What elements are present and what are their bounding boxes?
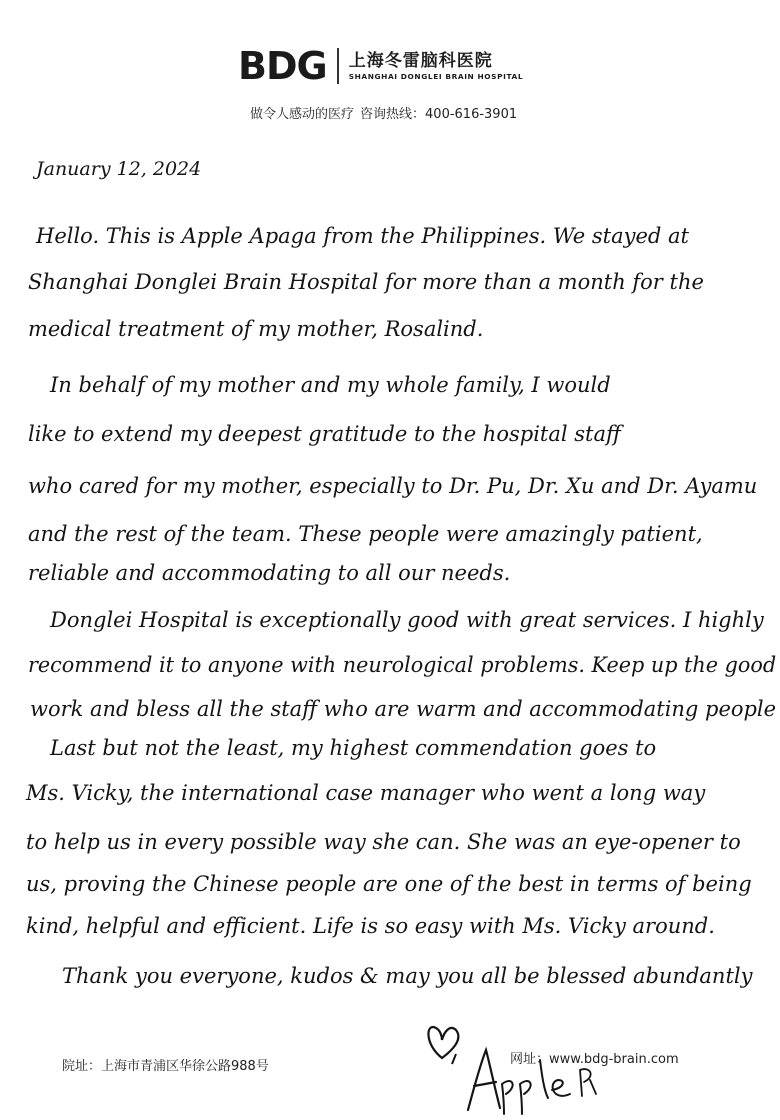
logo-bdg-mark: BDG <box>238 44 327 88</box>
letter-line: Ms. Vicky, the international case manager who went a long way <box>26 781 706 805</box>
letter-line: us, proving the Chinese people are one of the best in terms of being <box>26 872 752 896</box>
letter-line: reliable and accommodating to all our needs. <box>28 561 511 585</box>
letter-line: Last but not the least, my highest commendation goes to <box>50 736 657 760</box>
website-link[interactable]: www.bdg-brain.com <box>549 1052 679 1067</box>
letter-line: Donglei Hospital is exceptionally good with great services. I highly <box>50 608 764 632</box>
letter-line: Hello. This is Apple Apaga from the Philippines. We stayed at <box>36 224 689 248</box>
letter-date: January 12, 2024 <box>36 158 202 180</box>
signature-e <box>552 1080 570 1096</box>
hotline-label: 咨询热线： <box>360 107 426 122</box>
address-value: 上海市青浦区华徐公路988号 <box>101 1059 269 1074</box>
signature-comma <box>452 1054 456 1064</box>
footer-address <box>62 1055 269 1074</box>
signature-p2 <box>520 1081 531 1114</box>
letter-line: In behalf of my mother and my whole family, I would <box>50 373 611 397</box>
letter-line: to help us in every possible way she can. She was an eye-opener to <box>26 830 741 854</box>
letter-line: work and bless all the staff who are warm and accommodating people <box>30 697 777 721</box>
letter-line: kind, helpful and efficient. Life is so easy with Ms. Vicky around. <box>26 914 715 938</box>
slogan: 做令人感动的医疗 <box>250 107 355 122</box>
website-label: 网址： <box>510 1052 550 1067</box>
letter-line: who cared for my mother, especially to Dr. Pu, Dr. Xu and Dr. Ayamu <box>28 474 758 498</box>
letter-line: recommend it to anyone with neurological problems. Keep up the good <box>28 653 777 677</box>
letter-line: like to extend my deepest gratitude to the hospital staff <box>28 422 621 446</box>
address-label: 院址： <box>62 1059 102 1074</box>
hotline-number: 400-616-3901 <box>425 107 518 122</box>
letter-line: Thank you everyone, kudos & may you all be blessed abundantly <box>62 964 753 988</box>
letter-line: Shanghai Donglei Brain Hospital for more than a month for the <box>28 270 704 294</box>
signature-p1 <box>502 1081 513 1114</box>
letter-line: and the rest of the team. These people were amazingly patient, <box>28 522 703 546</box>
hospital-name-en: SHANGHAI DONGLEI BRAIN HOSPITAL <box>348 72 524 81</box>
signature-a <box>468 1050 500 1110</box>
heart-doodle <box>428 1027 458 1058</box>
letter-line: medical treatment of my mother, Rosalind. <box>28 317 484 341</box>
signature-tail <box>580 1069 596 1096</box>
footer-website <box>510 1048 679 1067</box>
hospital-name-cn: 上海冬雷脑科医院 <box>348 51 493 71</box>
